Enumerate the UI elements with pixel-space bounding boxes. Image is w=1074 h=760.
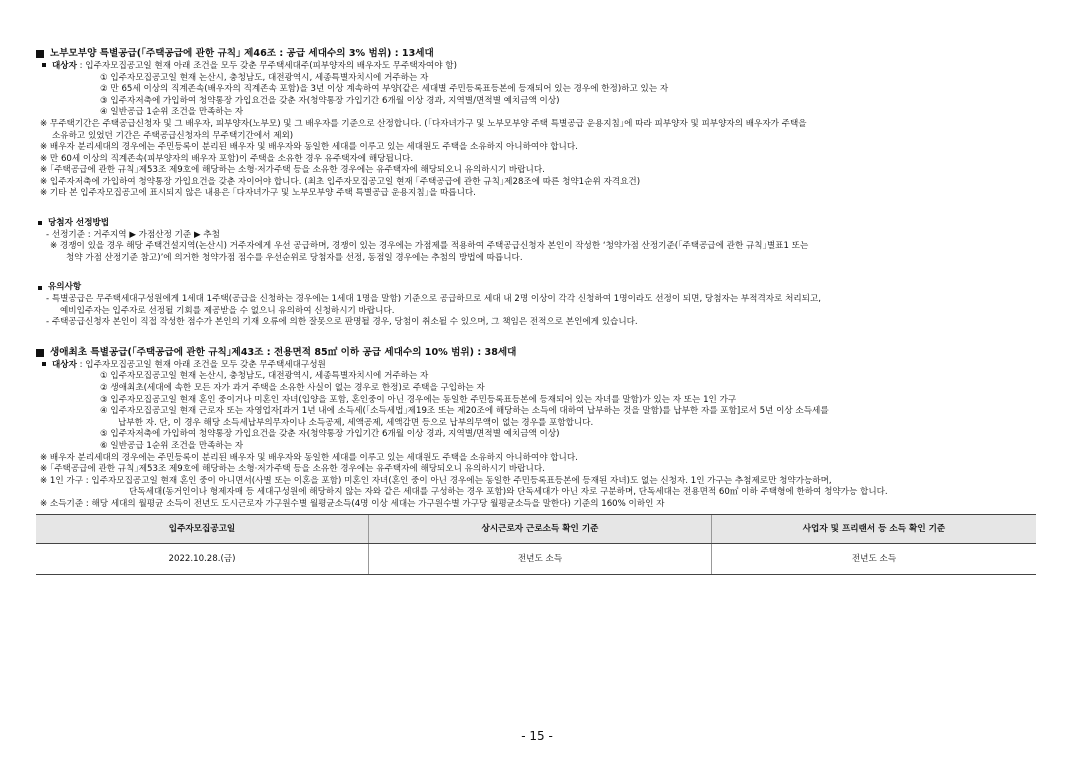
note-item: ※ 만 60세 이상의 직계존속(피부양자의 배우자 포함)이 주택을 소유한 경우 유주택자에 해당됩니다.: [40, 153, 414, 164]
caution-heading: 유의사항: [36, 282, 1046, 294]
note-item: ※ 배우자 분리세대의 경우에는 주민등록이 분리된 배우자 및 배우자와 동일한 세대를 이루고 있는 세대원도 주택을 소유하지 아니하여야 합니다.: [40, 452, 578, 463]
note-item: ※ 입주자저축에 가입하여 청약통장 가입요건을 갖춘 자이어야 합니다. (최초 입주자모집공고일 현재 ｢주택공급에 관한 규칙｣제28조에 따른 청약1순위 자격요건): [40, 176, 641, 187]
condition-item-continued: 납부한 자. 단, 이 경우 해당 소득세납부의무자이나 소득공제, 세액공제, 세액감면 등으로 납부의무액이 없는 경우를 포함합니다.: [118, 417, 594, 428]
note-single-household: ※ 1인 가구 : 입주자모집공고일 현재 혼인 중이 아니면서(사별 또는 이혼을 포함) 미혼인 자녀(혼인 중이 아닌 경우에는 동일한 주민등록표등본에 등재된 자녀)도 없는 신청자. 1인 가구는 추첨제로만 청약가능하며,: [40, 475, 832, 486]
section-title-elderly-support: 노부모부양 특별공급(｢주택공급에 관한 규칙｣ 제46조 : 공급 세대수의 3% 범위) : 13세대: [36, 48, 1046, 61]
condition-item: ⑥ 일반공급 1순위 조건을 만족하는 자: [100, 440, 244, 451]
table-header-cell: 상시근로자 근로소득 확인 기준: [369, 515, 712, 544]
caution-item: - 특별공급은 무주택세대구성원에게 1세대 1주택(공급을 신청하는 경우에는 1세대 1명을 말함) 기준으로 공급하므로 세대 내 2명 이상이 각각 신청하여 1명이라도 선정이 되면, 당첨자는 부적격자로 처리되고,: [46, 294, 822, 305]
condition-item: ② 만 65세 이상의 직계존속(배우자의 직계존속 포함)을 3년 이상 계속하여 부양(같은 세대별 주민등록표등본에 등재되어 있는 경우에 한정)하고 있는 자: [100, 84, 669, 95]
section-title-first-time: 생애최초 특별공급(｢주택공급에 관한 규칙｣제43조 : 전용면적 85㎡ 이하 공급 세대수의 10% 범위) : 38세대: [36, 347, 1046, 360]
selection-criteria: - 선정기준 : 거주지역 ▶ 가점산정 기준 ▶ 추첨: [46, 229, 220, 240]
bullet-icon: [42, 63, 46, 67]
target-line: 대상자 : 입주자모집공고일 현재 아래 조건을 모두 갖춘 무주택세대주(피부양자의 배우자도 무주택자여야 함): [36, 61, 1046, 73]
bullet-icon: [42, 362, 46, 366]
table-cell: 2022.10.28.(금): [36, 544, 369, 575]
condition-item: ⑤ 입주자저축에 가입하여 청약통장 가입요건을 갖춘 자(청약통장 가입기간 6개월 이상 경과, 지역별/면적별 예치금액 이상): [100, 429, 560, 440]
condition-item: ② 생애최초(세대에 속한 모든 자가 과거 주택을 소유한 사실이 없는 경우로 한정)로 주택을 구입하는 자: [100, 382, 485, 393]
winner-selection-heading: 당첨자 선정방법: [36, 218, 1046, 230]
condition-item: ④ 입주자모집공고일 현재 근로자 또는 자영업자[과거 1년 내에 소득세(｢소득세법｣제19조 또는 제20조에 해당하는 소득에 대하여 납부하는 것을 말함)를 납부한 자를 포함]로서 5년 이상 소득세를: [100, 406, 829, 417]
condition-item: ① 입주자모집공고일 현재 논산시, 충청남도, 대전광역시, 세종특별자치시에 거주하는 자: [100, 72, 429, 83]
note-single-household-continued: 단독세대(동거인이나 형제자매 등 세대구성원에 해당하지 않는 자와 같은 세대를 구성하는 경우 포함)와 단독세대가 아닌 자로 구분하며, 단독세대는 전용면적 60㎡ 이하 주택형에 한하여 청약가능 합니다.: [129, 487, 888, 498]
note-item: ※ 무주택기간은 주택공급신청자 및 그 배우자, 피부양자(노부모) 및 그 배우자를 기준으로 산정합니다. (｢다자녀가구 및 노부모부양 주택 특별공급 운용지침｣에 따라 피부양자 및 피부양자의 배우자가 주택을: [40, 118, 807, 129]
note-income-criteria: ※ 소득기준 : 해당 세대의 월평균 소득이 전년도 도시근로자 가구원수별 월평균소득(4명 이상 세대는 가구원수별 가구당 월평균소득을 말한다) 기준의 160% 이하인 자: [40, 498, 665, 509]
target-line: 대상자 : 입주자모집공고일 현재 아래 조건을 모두 갖춘 무주택세대구성원: [36, 360, 1046, 372]
note-item: ※ 배우자 분리세대의 경우에는 주민등록이 분리된 배우자 및 배우자와 동일한 세대를 이루고 있는 세대원도 주택을 소유하지 아니하여야 합니다.: [40, 142, 578, 153]
table-header-cell: 사업자 및 프리랜서 등 소득 확인 기준: [712, 515, 1037, 544]
condition-item: ③ 입주자모집공고일 현재 혼인 중이거나 미혼인 자녀(입양을 포함, 혼인중이 아닌 경우에는 동일한 주민등록표등본에 등재되어 있는 자녀를 말함)가 있는 자 또는 1인 가구: [100, 394, 737, 405]
table-header-cell: 입주자모집공고일: [36, 515, 369, 544]
condition-item: ① 입주자모집공고일 현재 논산시, 충청남도, 대전광역시, 세종특별자치시에 거주하는 자: [100, 371, 429, 382]
table-cell: 전년도 소득: [369, 544, 712, 575]
selection-note: ※ 경쟁이 있을 경우 해당 주택건설지역(논산시) 거주자에게 우선 공급하며, 경쟁이 있는 경우에는 가점제를 적용하여 주택공급신청자 본인이 작성한 ‘청약가점 산정기준(｢주택공급에 관한 규칙｣별표1 또는: [50, 241, 809, 252]
income-criteria-table: [36, 514, 1036, 575]
table-row: [36, 544, 1036, 575]
square-bullet-icon: [36, 349, 44, 357]
caution-item-continued: 예비입주자는 입주자로 선정될 기회를 제공받을 수 없으니 유의하여 신청하시기 바랍니다.: [60, 305, 395, 316]
page-number: - 15 -: [521, 729, 553, 743]
condition-item: ④ 일반공급 1순위 조건을 만족하는 자: [100, 107, 244, 118]
table-header-row: [36, 515, 1036, 544]
caution-item: - 주택공급신청자 본인이 직접 작성한 점수가 본인의 기재 오류에 의한 잘못으로 판명될 경우, 당첨이 취소될 수 있으며, 그 책임은 전적으로 본인에게 있습니다.: [46, 317, 638, 328]
note-item-continued: 소유하고 있었던 기간은 주택공급신청자의 무주택기간에서 제외): [52, 130, 294, 141]
bullet-icon: [38, 221, 42, 225]
document-page: [36, 48, 1046, 575]
note-item: ※ ｢주택공급에 관한 규칙｣제53조 제9호에 해당하는 소형·저가주택 등을 소유한 경우에는 유주택자에 해당되오니 유의하시기 바랍니다.: [40, 464, 545, 475]
table-cell: 전년도 소득: [712, 544, 1037, 575]
note-item: ※ 기타 본 입주자모집공고에 표시되지 않은 내용은 ｢다자녀가구 및 노부모부양 주택 특별공급 운용지침｣을 따릅니다.: [40, 188, 476, 199]
condition-item: ③ 입주자저축에 가입하여 청약통장 가입요건을 갖춘 자(청약통장 가입기간 6개월 이상 경과, 지역별/면적별 예치금액 이상): [100, 95, 560, 106]
bullet-icon: [38, 286, 42, 290]
square-bullet-icon: [36, 50, 44, 58]
note-item: ※ ｢주택공급에 관한 규칙｣제53조 제9호에 해당하는 소형·저가주택 등을 소유한 경우에는 유주택자에 해당되오니 유의하시기 바랍니다.: [40, 165, 545, 176]
selection-note-continued: 청약 가점 산정기준 참고)’에 의거한 청약가점 점수를 우선순위로 당첨자를 선정, 동점일 경우에는 추첨의 방법에 따릅니다.: [66, 252, 523, 263]
